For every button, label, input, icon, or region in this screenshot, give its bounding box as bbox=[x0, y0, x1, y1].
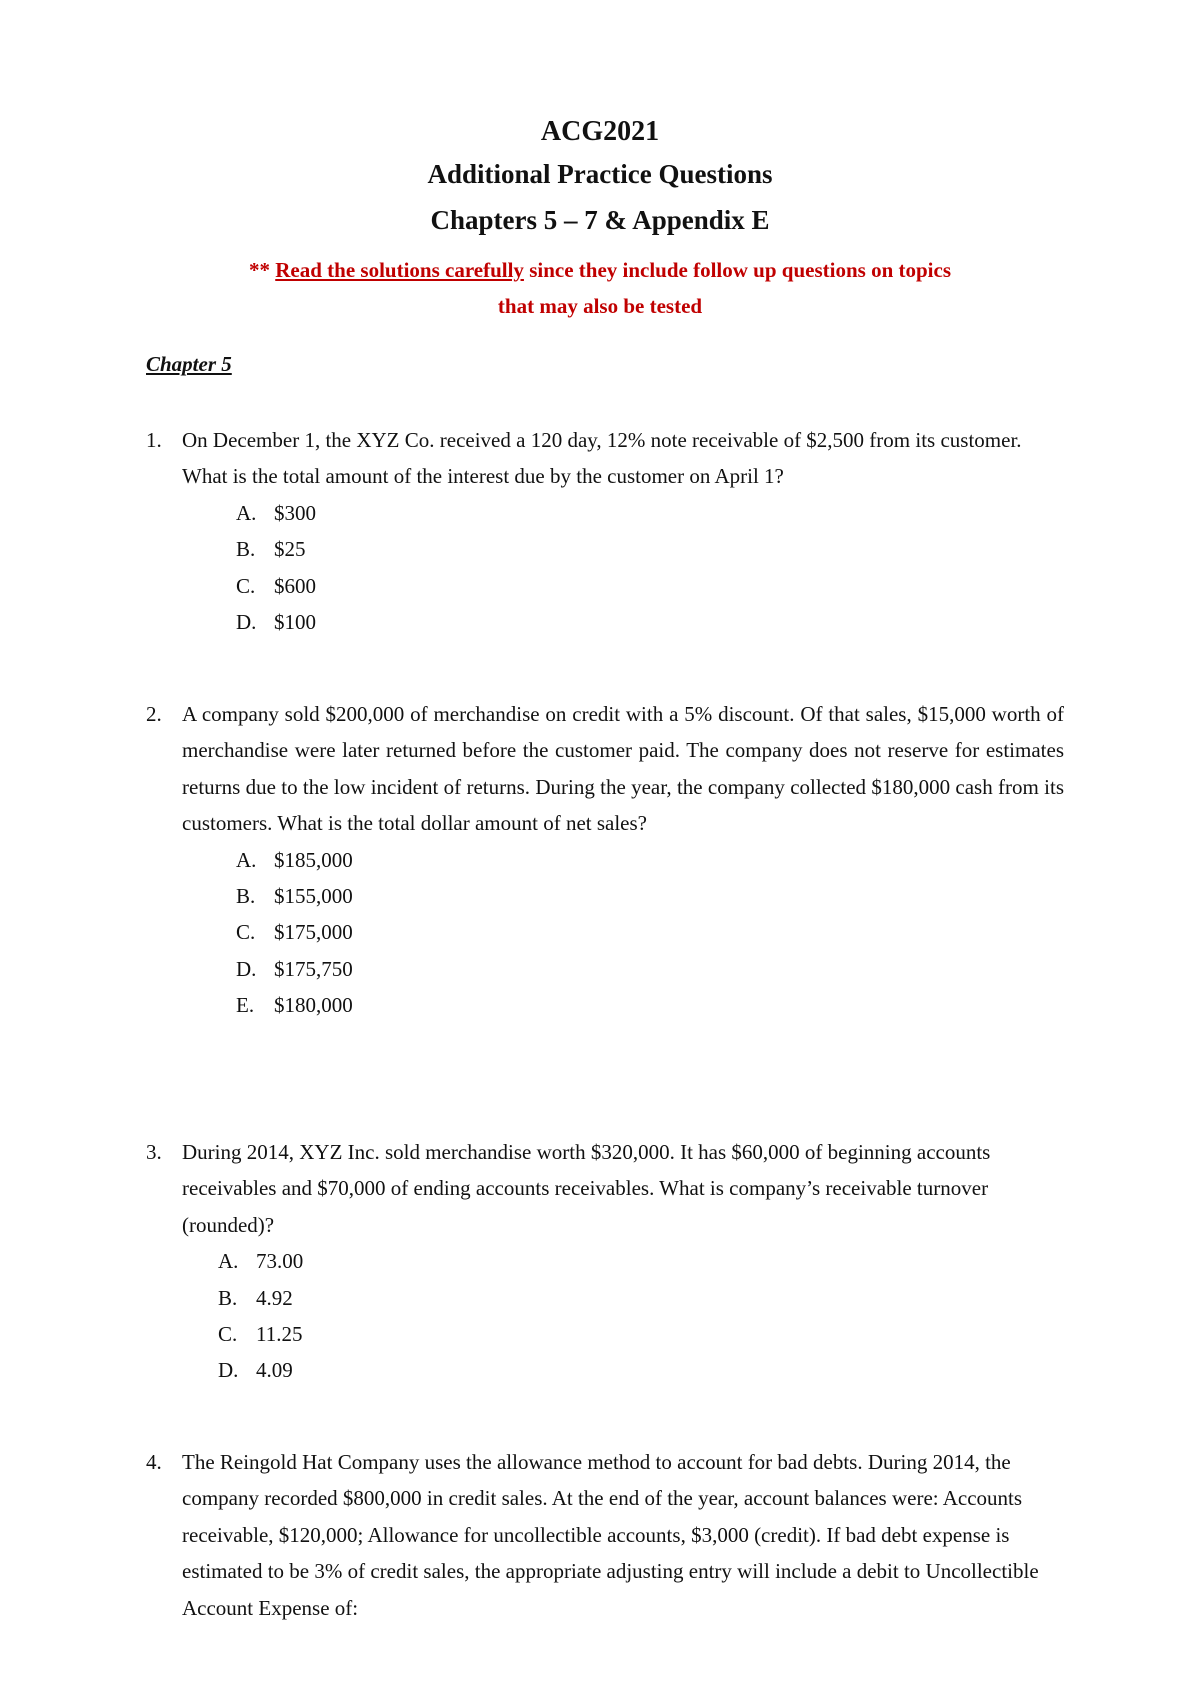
answer-option bbox=[236, 987, 1064, 1023]
chapters-heading: Chapters 5 – 7 & Appendix E bbox=[430, 205, 770, 235]
question-number: 2. bbox=[146, 702, 162, 726]
solutions-note bbox=[0, 252, 1200, 324]
option-letter: D. bbox=[236, 956, 257, 981]
option-letter: B. bbox=[236, 884, 256, 909]
option-value: 4.09 bbox=[256, 1358, 293, 1383]
option-value: 73.00 bbox=[256, 1249, 304, 1274]
question-number: 3. bbox=[146, 1140, 162, 1164]
answer-option bbox=[236, 842, 1064, 878]
answer-option bbox=[218, 1352, 1064, 1388]
option-value: 4.92 bbox=[256, 1285, 293, 1310]
answer-option bbox=[236, 914, 1064, 950]
question-2 bbox=[146, 696, 1064, 1024]
question-text: During 2014, XYZ Inc. sold merchandise worth $320,000. It has $60,000 of beginning accounts receivables and $70,000 of ending accounts receivables. What is company’s receivable turnover (rounded)? bbox=[182, 1140, 991, 1237]
answer-option bbox=[218, 1316, 1064, 1352]
answer-option bbox=[236, 604, 1064, 640]
question-number: 4. bbox=[146, 1450, 162, 1474]
question-4 bbox=[146, 1444, 1064, 1626]
option-letter: D. bbox=[218, 1358, 239, 1383]
solutions-note-line-1 bbox=[0, 252, 1200, 288]
note-rest-text: since they include follow up questions on topics bbox=[523, 258, 952, 282]
option-value: $185,000 bbox=[274, 847, 353, 872]
question-text: On December 1, the XYZ Co. received a 120 day, 12% note receivable of $2,500 from its customer. What is the total amount of the interest due by the customer on April 1? bbox=[182, 428, 1022, 489]
title-block bbox=[0, 112, 1200, 324]
answer-option bbox=[236, 495, 1064, 531]
answer-option bbox=[236, 951, 1064, 987]
option-letter: E. bbox=[236, 993, 255, 1018]
question-3 bbox=[146, 1134, 1064, 1389]
answer-options bbox=[218, 1243, 1064, 1389]
option-letter: A. bbox=[236, 500, 257, 525]
option-value: $155,000 bbox=[274, 884, 353, 909]
option-letter: A. bbox=[236, 847, 257, 872]
note-underlined-text: Read the solutions carefully bbox=[275, 258, 524, 282]
option-letter: C. bbox=[236, 920, 256, 945]
question-number: 1. bbox=[146, 428, 162, 452]
option-letter: C. bbox=[236, 573, 256, 598]
answer-option bbox=[236, 568, 1064, 604]
option-value: $25 bbox=[274, 537, 306, 562]
option-value: $175,000 bbox=[274, 920, 353, 945]
option-value: $175,750 bbox=[274, 956, 353, 981]
option-letter: A. bbox=[218, 1249, 239, 1274]
question-text: The Reingold Hat Company uses the allowance method to account for bad debts. During 2014, the company recorded $800,000 in credit sales. At the end of the year, account balances were: Accounts receivable, $120,000; Allowance for uncollectible accounts, $3,000 (credit). If bad debt expense is estimated to be 3% of credit sales, the appropriate adjusting entry will include a debit to Uncollectible Account Expense of: bbox=[182, 1450, 1039, 1620]
option-letter: C. bbox=[218, 1322, 238, 1347]
question-1 bbox=[146, 422, 1064, 640]
option-letter: D. bbox=[236, 610, 257, 635]
answer-option bbox=[236, 531, 1064, 567]
answer-options bbox=[236, 842, 1064, 1024]
answer-option bbox=[218, 1243, 1064, 1279]
option-value: 11.25 bbox=[256, 1322, 303, 1347]
answer-option bbox=[218, 1280, 1064, 1316]
answer-options bbox=[236, 495, 1064, 641]
option-value: $600 bbox=[274, 573, 316, 598]
option-letter: B. bbox=[236, 537, 256, 562]
answer-option bbox=[236, 878, 1064, 914]
option-letter: B. bbox=[218, 1285, 238, 1310]
note-prefix: ** bbox=[248, 258, 276, 282]
solutions-note-line-2: that may also be tested bbox=[497, 294, 703, 318]
option-value: $100 bbox=[274, 610, 316, 635]
document-title: Additional Practice Questions bbox=[427, 159, 773, 189]
option-value: $300 bbox=[274, 500, 316, 525]
course-code: ACG2021 bbox=[540, 116, 660, 147]
question-text: A company sold $200,000 of merchandise on credit with a 5% discount. Of that sales, $15,000 worth of merchandise were later returned before the customer paid. The company does not reserve for estimates returns due to the low incident of returns. During the year, the company collected $180,000 cash from its customers. What is the total dollar amount of net sales? bbox=[182, 702, 1064, 836]
option-value: $180,000 bbox=[274, 993, 353, 1018]
section-heading: Chapter 5 bbox=[146, 352, 232, 376]
